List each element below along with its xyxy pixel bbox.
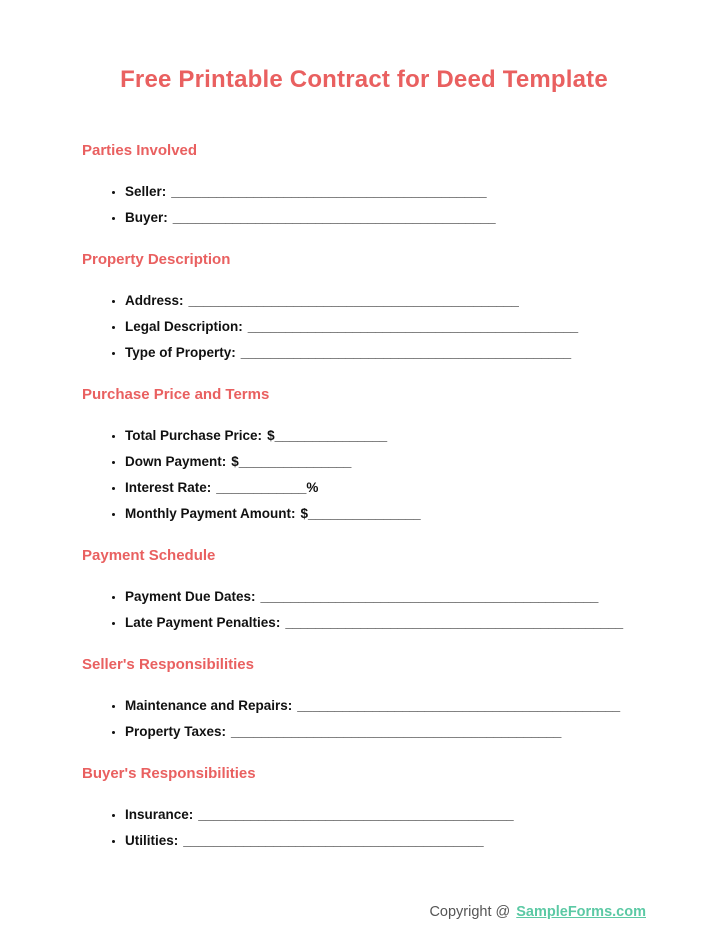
field-label: Utilities: [125,833,179,848]
field-label: Maintenance and Repairs: [125,698,293,713]
field-label: Property Taxes: [125,724,227,739]
brand-link[interactable]: SampleForms.com [516,904,646,920]
field-maintenance-and-repairs [125,699,646,713]
field-address [125,294,646,308]
field-down-payment [125,455,646,469]
field-label: Payment Due Dates: [125,589,256,604]
field-payment-due-dates [125,590,646,604]
field-label: Buyer: [125,210,168,225]
section-heading-payment-schedule: Payment Schedule [82,547,216,564]
section-list [82,808,646,848]
fill-in-blank: $_______________ [231,454,352,469]
field-utilities [125,834,646,848]
field-interest-rate [125,481,646,495]
section-heading-property-description: Property Description [82,251,231,268]
fill-in-blank: ____________% [216,480,319,495]
fill-in-blank: ____________________________________________ [240,345,572,360]
copyright-text: Copyright @ [429,904,511,920]
section-heading-purchase-price-and-terms: Purchase Price and Terms [82,386,270,403]
fill-in-blank: __________________________________________ [171,184,487,199]
field-label: Address: [125,293,184,308]
fill-in-blank: _____________________________________________ [285,615,624,630]
field-type-of-property [125,346,646,360]
fill-in-blank: ____________________________________________ [247,319,579,334]
section-parties-involved [82,142,646,225]
field-label: Interest Rate: [125,480,212,495]
fill-in-blank: ___________________________________________ [172,210,496,225]
fill-in-blank: ________________________________________ [183,833,484,848]
fill-in-blank: $_______________ [300,506,421,521]
field-property-taxes [125,725,646,739]
field-label: Type of Property: [125,345,236,360]
section-property-description [82,251,646,360]
fill-in-blank: __________________________________________ [198,807,514,822]
field-label: Seller: [125,184,167,199]
section-list [82,185,646,225]
field-insurance [125,808,646,822]
section-list [82,429,646,521]
section-buyers-responsibilities [82,765,646,848]
field-label: Total Purchase Price: [125,428,263,443]
fill-in-blank: _____________________________________________ [260,589,599,604]
field-legal-description [125,320,646,334]
field-label: Down Payment: [125,454,227,469]
field-total-purchase-price [125,429,646,443]
section-list [82,590,646,630]
field-monthly-payment-amount [125,507,646,521]
field-seller [125,185,646,199]
fill-in-blank: $_______________ [267,428,388,443]
section-purchase-price-and-terms [82,386,646,521]
section-list [82,699,646,739]
field-late-payment-penalties [125,616,646,630]
section-heading-parties-involved: Parties Involved [82,142,198,159]
fill-in-blank: ___________________________________________ [297,698,621,713]
footer [429,904,646,920]
fill-in-blank: ____________________________________________ [188,293,519,308]
field-buyer [125,211,646,225]
field-label: Insurance: [125,807,194,822]
page-title: Free Printable Contract for Deed Template [120,66,608,93]
field-label: Legal Description: [125,319,243,334]
field-label: Late Payment Penalties: [125,615,281,630]
section-heading-sellers-responsibilities: Seller's Responsibilities [82,656,254,673]
section-sellers-responsibilities [82,656,646,739]
fill-in-blank: ____________________________________________ [231,724,562,739]
section-heading-buyers-responsibilities: Buyer's Responsibilities [82,765,256,782]
section-payment-schedule [82,547,646,630]
section-list [82,294,646,360]
field-label: Monthly Payment Amount: [125,506,296,521]
